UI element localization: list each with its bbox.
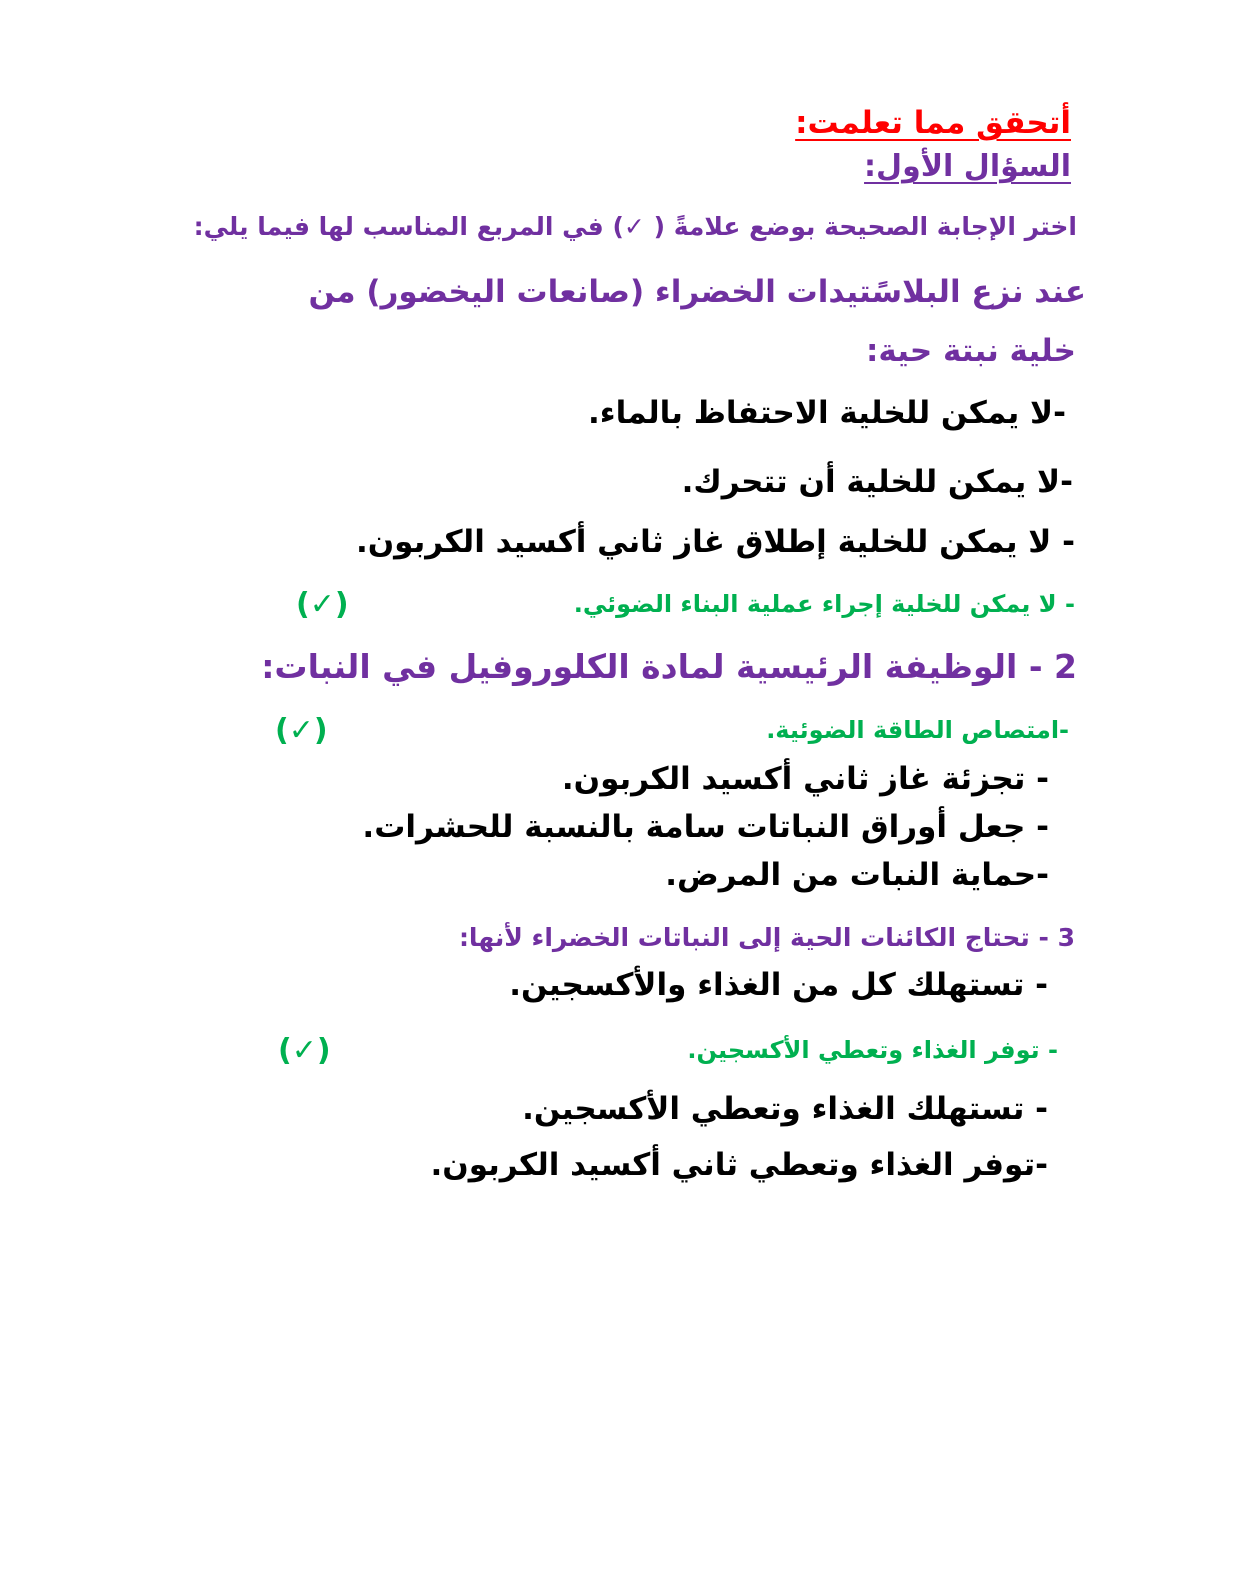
q2-option-2[interactable]: - تجزئة غاز ثاني أكسيد الكربون. [561,761,1049,797]
q3-check-mark-icon: (✓) [278,1033,331,1068]
q2-option-4[interactable]: -حماية النبات من المرض. [665,857,1049,893]
q3-option-1[interactable]: - تستهلك كل من الغذاء والأكسجين. [509,967,1048,1003]
q2-option-1-correct[interactable]: -امتصاص الطاقة الضوئية. [766,716,1069,744]
q1-option-2[interactable]: -لا يمكن للخلية أن تتحرك. [681,464,1073,500]
page-title: أتحقق مما تعلمت: [795,105,1071,141]
q1-option-4-correct[interactable]: - لا يمكن للخلية إجراء عملية البناء الضوئي. [573,590,1075,618]
instruction-text: اختر الإجابة الصحيحة بوضع علامةً ( ✓) في المربع المناسب لها فيما يلي: [193,212,1077,241]
q3-option-2-correct[interactable]: - توفر الغذاء وتعطي الأكسجين. [687,1036,1058,1064]
q2-stem: 2 - الوظيفة الرئيسية لمادة الكلوروفيل في النبات: [261,647,1077,686]
q3-option-4[interactable]: -توفر الغذاء وتعطي ثاني أكسيد الكربون. [430,1147,1048,1183]
q1-option-3[interactable]: - لا يمكن للخلية إطلاق غاز ثاني أكسيد الكربون. [355,524,1075,560]
q1-stem-line1: عند نزع البلاسًتيدات الخضراء (صانعات اليخضور) من [308,274,1086,310]
q2-check-mark-icon: (✓) [275,713,328,748]
q2-option-3[interactable]: - جعل أوراق النباتات سامة بالنسبة للحشرات. [362,809,1049,845]
q1-stem-line2: خلية نبتة حية: [866,333,1076,369]
q1-option-1[interactable]: -لا يمكن للخلية الاحتفاظ بالماء. [587,395,1066,431]
question-heading: السؤال الأول: [864,149,1071,184]
q3-stem: 3 - تحتاج الكائنات الحية إلى النباتات الخضراء لأنها: [458,923,1075,952]
q1-check-mark-icon: (✓) [296,587,349,622]
q3-option-3[interactable]: - تستهلك الغذاء وتعطي الأكسجين. [522,1091,1048,1127]
